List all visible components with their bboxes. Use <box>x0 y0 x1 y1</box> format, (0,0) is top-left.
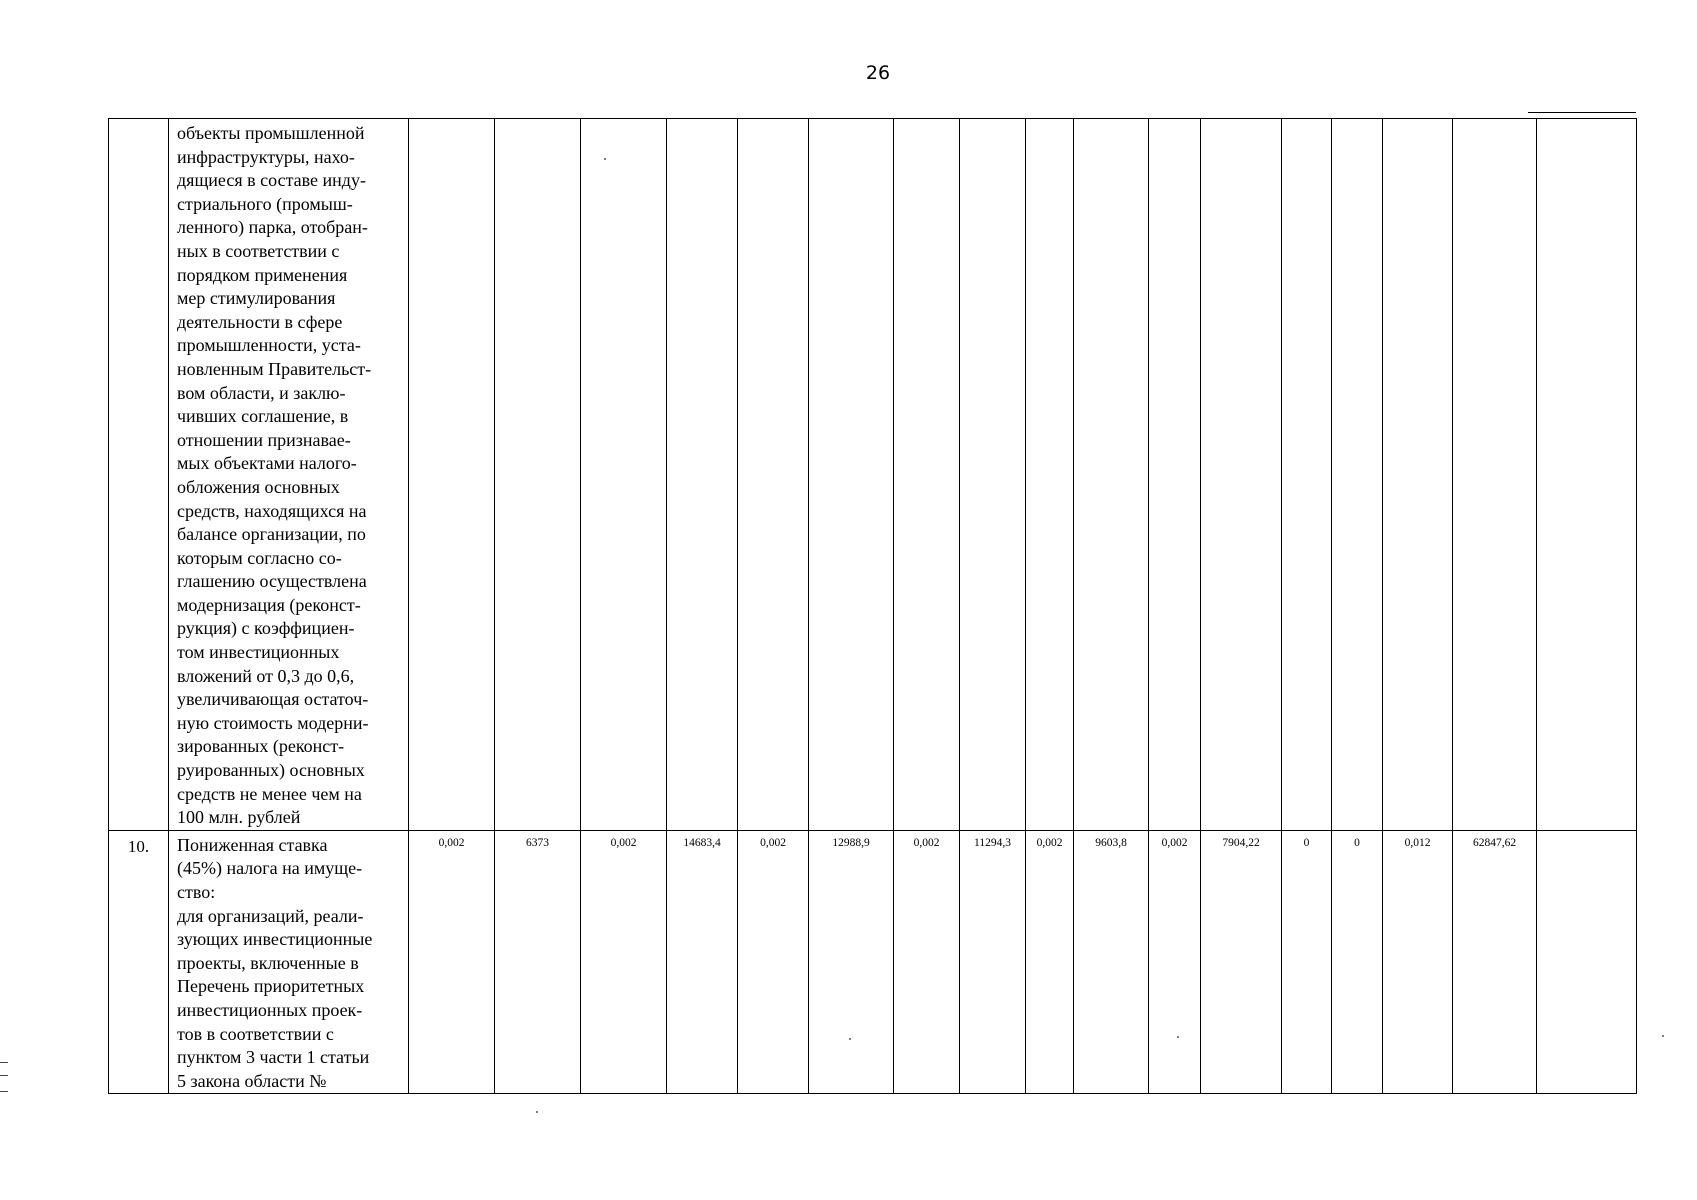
value-cell <box>1201 119 1282 831</box>
description-line: зующих инвестиционные <box>177 929 373 950</box>
table-row <box>109 119 1637 831</box>
description-line: стриального (промыш- <box>177 193 353 214</box>
description-line: глашению осуществлена <box>177 571 367 592</box>
value-cell <box>1074 119 1149 831</box>
description-line: средств не менее чем на <box>177 783 362 804</box>
description-line: 5 закона области № <box>177 1070 327 1091</box>
value-cell <box>409 119 495 831</box>
value-cell: 6373 <box>495 830 581 1094</box>
value-cell <box>894 119 960 831</box>
description-line: руированных) основных <box>177 760 365 781</box>
table-row <box>109 830 1637 1094</box>
tax-benefit-table <box>108 118 1637 1094</box>
description-line: новленным Правительст- <box>177 358 372 379</box>
description-line: средств, находящихся на <box>177 500 367 521</box>
description-line: инфраструктуры, нахо- <box>177 146 355 167</box>
scan-speck <box>536 1111 538 1113</box>
value-cell: 0,002 <box>1026 830 1074 1094</box>
description-line: инвестиционных проек- <box>177 999 363 1020</box>
scan-speck <box>849 1038 851 1040</box>
description-line: которым согласно со- <box>177 547 342 568</box>
value-cell: 0,012 <box>1383 830 1453 1094</box>
description-line: для организаций, реали- <box>177 905 364 926</box>
description-line: ленного) парка, отобран- <box>177 217 368 238</box>
description-line: пунктом 3 части 1 статьи <box>177 1047 370 1068</box>
row-number: 10. <box>109 830 169 1094</box>
value-cell: 0 <box>1332 830 1383 1094</box>
description-line: деятельности в сфере <box>177 311 343 332</box>
value-cell <box>1332 119 1383 831</box>
value-cell <box>1149 119 1201 831</box>
value-cell: 0,002 <box>409 830 495 1094</box>
value-cell: 11294,3 <box>960 830 1026 1094</box>
row-number <box>109 119 169 831</box>
description-line: дящиеся в составе инду- <box>177 170 366 191</box>
description-line: ных в соответствии с <box>177 240 340 261</box>
table-body <box>109 119 1637 1094</box>
description-line: мер стимулирования <box>177 288 336 309</box>
description-line: том инвестиционных <box>177 642 340 663</box>
value-cell <box>1383 119 1453 831</box>
description-line: отношении признавае- <box>177 429 351 450</box>
value-cell: 14683,4 <box>667 830 738 1094</box>
description-line: вом области, и заклю- <box>177 382 346 403</box>
description-line: увеличивающая остаточ- <box>177 689 369 710</box>
value-cell <box>581 119 667 831</box>
description-line: Пониженная ставка <box>177 834 328 855</box>
description-line: (45%) налога на имуще- <box>177 858 363 879</box>
page-number: 26 <box>865 62 891 84</box>
scan-speck <box>1177 1036 1179 1038</box>
value-cell <box>960 119 1026 831</box>
description-line: 100 млн. рублей <box>177 807 301 828</box>
value-cell: 0,002 <box>738 830 809 1094</box>
value-cell <box>1026 119 1074 831</box>
description-line: балансе организации, по <box>177 524 366 545</box>
description-line: проекты, включенные в <box>177 952 359 973</box>
description-line: модернизация (реконст- <box>177 594 361 615</box>
description-line: вложений от 0,3 до 0,6, <box>177 665 355 686</box>
value-cell: 0,002 <box>1149 830 1201 1094</box>
margin-mark <box>0 1062 8 1092</box>
value-cell: 12988,9 <box>809 830 894 1094</box>
description-line: Перечень приоритетных <box>177 976 365 997</box>
row-description <box>169 119 409 831</box>
description-line: зированных (реконст- <box>177 736 345 757</box>
description-line: промышленности, уста- <box>177 335 361 356</box>
description-line: ную стоимость модерни- <box>177 712 369 733</box>
value-cell <box>1537 830 1637 1094</box>
value-cell: 0,002 <box>894 830 960 1094</box>
value-cell <box>738 119 809 831</box>
description-line: обложения основных <box>177 476 340 497</box>
description-line: тов в соответствии с <box>177 1023 334 1044</box>
value-cell <box>1537 119 1637 831</box>
scan-speck <box>1662 1035 1664 1037</box>
scan-speck <box>604 158 606 160</box>
value-cell <box>809 119 894 831</box>
row-description <box>169 830 409 1094</box>
value-cell: 0,002 <box>581 830 667 1094</box>
value-cell <box>1453 119 1537 831</box>
value-cell: 7904,22 <box>1201 830 1282 1094</box>
description-line: рукция) с коэффициен- <box>177 618 355 639</box>
description-line: объекты промышленной <box>177 123 365 143</box>
value-cell <box>1282 119 1332 831</box>
value-cell: 9603,8 <box>1074 830 1149 1094</box>
value-cell <box>495 119 581 831</box>
value-cell: 0 <box>1282 830 1332 1094</box>
description-line: мых объектами налого- <box>177 453 357 474</box>
description-line: ство: <box>177 882 216 902</box>
description-line: чивших соглашение, в <box>177 406 349 427</box>
value-cell: 62847,62 <box>1453 830 1537 1094</box>
value-cell <box>667 119 738 831</box>
description-line: порядком применения <box>177 264 348 285</box>
